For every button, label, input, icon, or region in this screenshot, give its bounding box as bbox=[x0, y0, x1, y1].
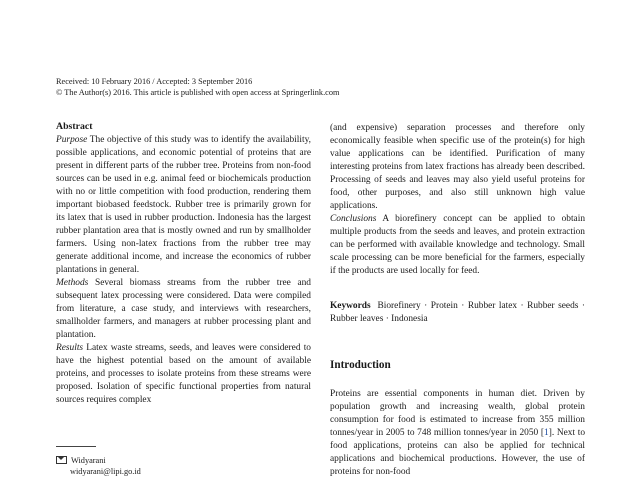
abstract-results-continued-paragraph bbox=[330, 122, 585, 213]
abstract-purpose-paragraph bbox=[56, 134, 311, 277]
introduction-text-after-ref: ]. Next to food applications, proteins can also be applied for technical applications and biochemical productions. However, the use of proteins for non-food bbox=[330, 428, 586, 477]
abstract-right-column bbox=[330, 122, 585, 326]
abstract-body bbox=[56, 134, 311, 407]
introduction-text-before-ref: Proteins are essential components in human diet. Driven by population growth and increasing wealth, global protein consumption for food is estimated to increase from 355 million tonnes/year in 2005 to 748 million tonnes/year in 2050 [ bbox=[330, 389, 585, 438]
footnote-divider bbox=[56, 446, 96, 447]
introduction-heading: Introduction bbox=[330, 359, 391, 371]
abstract-methods-text: Several biomass streams from the rubber tree and subsequent latex processing were considered. Data were compiled from literature, a case study, and interviews with researchers, smallholder farmers, and managers at rubber processing plant and plantation. bbox=[56, 278, 311, 340]
abstract-methods-paragraph bbox=[56, 277, 311, 342]
abstract-purpose-text: The objective of this study was to identify the availability, possible applications, and economic potential of proteins that are present in different parts of the rubber tree. Proteins from non-food sources can be used in e.g. animal feed or biochemicals production with no or little competition with food production, rendering them important biobased feedstock. Rubber tree is primarily grown for its latex that is used in rubber production. Indonesia has the largest rubber plantation area that is mostly owned and run by smallholder farmers. Using non-latex fractions from the rubber tree may generate additional income, and increase the economics of rubber plantations in general. bbox=[56, 135, 311, 275]
corresponding-author-email[interactable]: widyarani@lipi.go.id bbox=[70, 467, 141, 476]
copyright-line: © The Author(s) 2016. This article is published with open access at Springerlink.com bbox=[56, 88, 340, 97]
abstract-conclusions-label: Conclusions bbox=[330, 214, 377, 224]
abstract-conclusions-paragraph bbox=[330, 213, 585, 278]
correspondence-block bbox=[56, 455, 141, 477]
abstract-results-label: Results bbox=[56, 343, 84, 353]
introduction-paragraph bbox=[330, 388, 585, 479]
abstract-methods-label: Methods bbox=[56, 278, 89, 288]
envelope-icon bbox=[56, 456, 67, 464]
abstract-results-continued-text: (and expensive) separation processes and therefore only economically feasible when specific use of the protein(s) for high value applications can be identified. Purification of many interesting proteins from latex fractions has already been described. Processing of seeds and leaves may also yield useful proteins for food, other purposes, and also still unknown high value applications. bbox=[330, 123, 585, 211]
received-accepted-line: Received: 10 February 2016 / Accepted: 3 September 2016 bbox=[56, 77, 253, 86]
article-history bbox=[56, 76, 339, 98]
abstract-body-continued bbox=[330, 122, 585, 278]
abstract-results-paragraph bbox=[56, 342, 311, 407]
citation-link[interactable]: 1 bbox=[544, 428, 549, 438]
abstract-left-column bbox=[56, 120, 311, 407]
keywords-list: Biorefinery · Protein · Rubber latex · Rubber seeds · Rubber leaves · Indonesia bbox=[330, 301, 585, 324]
abstract-results-text: Latex waste streams, seeds, and leaves were considered to have the highest potential based on the amount of available proteins, and processes to isolate proteins from these streams were proposed. Isolation of specific functional properties from natural sources requires complex bbox=[56, 343, 311, 405]
keywords-block bbox=[330, 300, 585, 326]
abstract-purpose-label: Purpose bbox=[56, 135, 88, 145]
corresponding-author-name: Widyarani bbox=[71, 456, 106, 465]
keywords-label: Keywords bbox=[330, 301, 371, 311]
abstract-conclusions-text: A biorefinery concept can be applied to obtain multiple products from the seeds and leaves, and protein extraction can be performed with available knowledge and technology. Small scale processing can be more beneficial for the farmers, especially if the products are used locally for feed. bbox=[330, 214, 586, 276]
abstract-heading: Abstract bbox=[56, 121, 93, 132]
